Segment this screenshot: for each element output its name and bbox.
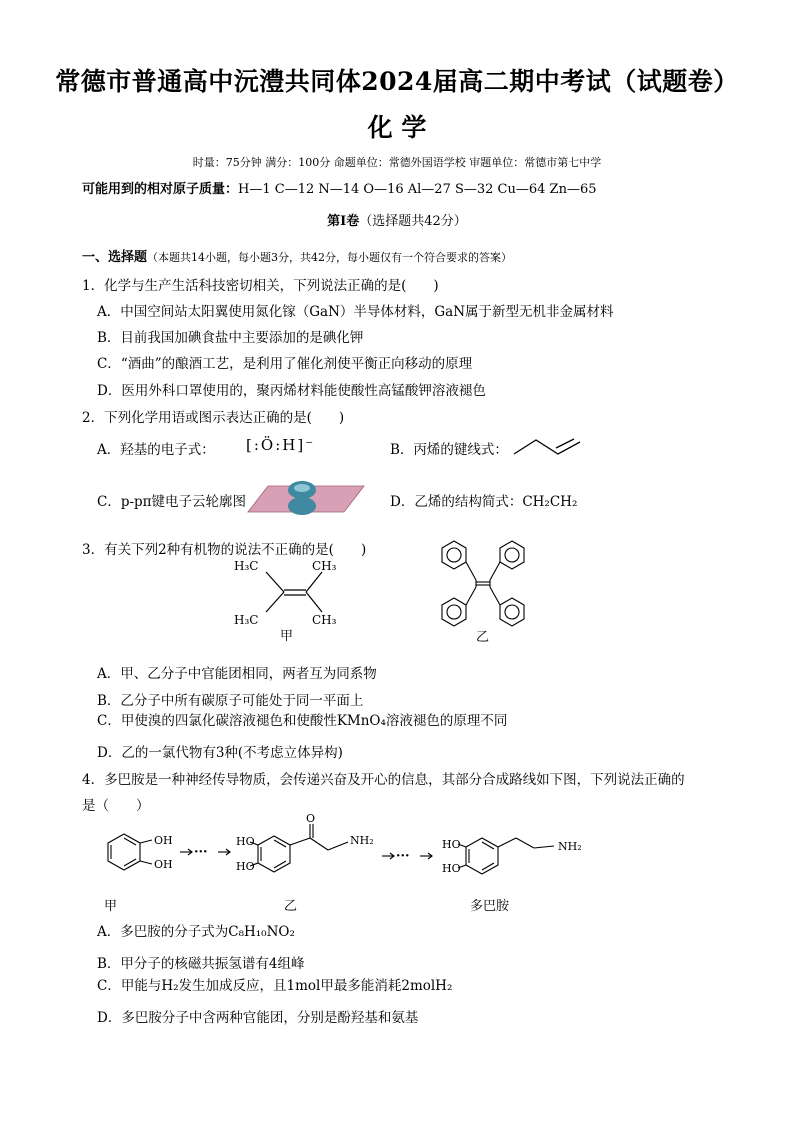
atomic-masses-values: H—1 C—12 N—14 O—16 Al—27 S—32 Cu—64 Zn—65 bbox=[238, 182, 597, 197]
q1-option-d: D．医用外科口罩使用的，聚丙烯材料能使酸性高锰酸钾溶液褪色 bbox=[97, 383, 486, 399]
p-p-pi-bond-cloud-image bbox=[246, 478, 366, 520]
atomic-masses bbox=[82, 178, 597, 197]
methyl-label: CH₃ bbox=[312, 613, 337, 627]
nh2-label: NH₂ bbox=[350, 834, 374, 847]
q2-stem: 2．下列化学用语或图示表达正确的是( ) bbox=[82, 410, 345, 426]
q1-option-c: C．“酒曲”的酿酒工艺，是利用了催化剂使平衡正向移动的原理 bbox=[97, 356, 473, 372]
q4-option-b: B．甲分子的核磁共振氢谱有4组峰 bbox=[97, 956, 305, 972]
label-yi: 乙 bbox=[284, 899, 298, 914]
q2-option-a: A．羟基的电子式： bbox=[97, 442, 215, 458]
label-yi: 乙 bbox=[476, 630, 490, 644]
q4-option-c: C．甲能与H₂发生加成反应，且1mol甲最多能消耗2molH₂ bbox=[97, 978, 453, 994]
q3-option-c: C．甲使溴的四氯化碳溶液褪色和使酸性KMnO₄溶液褪色的原理不同 bbox=[97, 713, 508, 729]
carbonyl-o-label: O bbox=[306, 812, 316, 825]
q4-stem: 4．多巴胺是一种神经传导物质，会传递兴奋及开心的信息，其部分合成路线如下图，下列说法正确的 bbox=[82, 772, 685, 788]
q3-option-d: D．乙的一氯代物有3种(不考虑立体异构) bbox=[97, 745, 343, 761]
label-jia: 甲 bbox=[280, 629, 294, 644]
q4-option-d: D．多巴胺分子中含两种官能团，分别是酚羟基和氨基 bbox=[97, 1010, 419, 1026]
q3-option-a: A．甲、乙分子中官能团相同，两者互为同系物 bbox=[97, 666, 377, 682]
q3-stem: 3．有关下列2种有机物的说法不正确的是( ) bbox=[82, 542, 367, 558]
section-heading bbox=[82, 246, 512, 265]
q4-stem-continued: 是（ ） bbox=[82, 798, 150, 814]
ho-label: HO bbox=[442, 838, 461, 851]
ho-label: HO bbox=[236, 835, 255, 848]
section-note: （本题共14小题，每小题3分，共42分，每小题仅有一个符合要求的答案） bbox=[147, 251, 513, 264]
subject-title: 化 学 bbox=[367, 113, 427, 142]
hydroxyl-electron-formula: [:Ö:H]⁻ bbox=[246, 436, 316, 454]
q3-option-b: B．乙分子中所有碳原子可能处于同一平面上 bbox=[97, 693, 364, 709]
oh-label: OH bbox=[154, 858, 173, 871]
q2-option-d: D．乙烯的结构简式：CH₂CH₂ bbox=[390, 494, 578, 510]
dopamine-synthesis-route bbox=[96, 812, 596, 916]
exam-meta: 时量：75分钟 满分：100分 命题单位：常德外国语学校 审题单位：常德市第七中学 bbox=[192, 156, 602, 169]
methyl-label: H₃C bbox=[234, 613, 259, 627]
molecule-jia-tetramethylethylene bbox=[228, 552, 348, 644]
part-heading bbox=[0, 210, 794, 229]
q2-option-c: C．p-pπ键电子云轮廓图 bbox=[97, 494, 247, 510]
nh2-label: NH₂ bbox=[558, 840, 582, 853]
label-jia: 甲 bbox=[104, 899, 118, 914]
methyl-label: CH₃ bbox=[312, 559, 337, 573]
part-note: （选择题共42分） bbox=[359, 214, 467, 229]
oh-label: OH bbox=[154, 834, 173, 847]
molecule-yi-tetraphenylethylene bbox=[432, 534, 536, 644]
arrow-dots: ··· bbox=[396, 849, 410, 864]
part-title: 第Ⅰ卷 bbox=[327, 214, 360, 229]
label-dopamine: 多巴胺 bbox=[470, 899, 510, 914]
q4-option-a: A．多巴胺的分子式为C₈H₁₀NO₂ bbox=[97, 924, 295, 940]
section-title: 一、选择题 bbox=[82, 250, 148, 265]
arrow-dots: ··· bbox=[194, 845, 208, 860]
q1-option-a: A．中国空间站太阳翼使用氮化镓（GaN）半导体材料，GaN属于新型无机非金属材料 bbox=[97, 304, 614, 320]
q1-option-b: B．目前我国加碘食盐中主要添加的是碘化钾 bbox=[97, 330, 364, 346]
q2-option-b: B．丙烯的键线式： bbox=[390, 442, 508, 458]
atomic-masses-label: 可能用到的相对原子质量： bbox=[82, 182, 239, 197]
ho-label: HO bbox=[442, 862, 461, 875]
propene-skeletal-structure bbox=[512, 434, 582, 458]
q1-stem: 1．化学与生产生活科技密切相关，下列说法正确的是( ) bbox=[82, 278, 439, 294]
ho-label: HO bbox=[236, 860, 255, 873]
exam-title: 常德市普通高中沅澧共同体2024届高二期中考试（试题卷） bbox=[55, 67, 739, 96]
methyl-label: H₃C bbox=[234, 559, 259, 573]
